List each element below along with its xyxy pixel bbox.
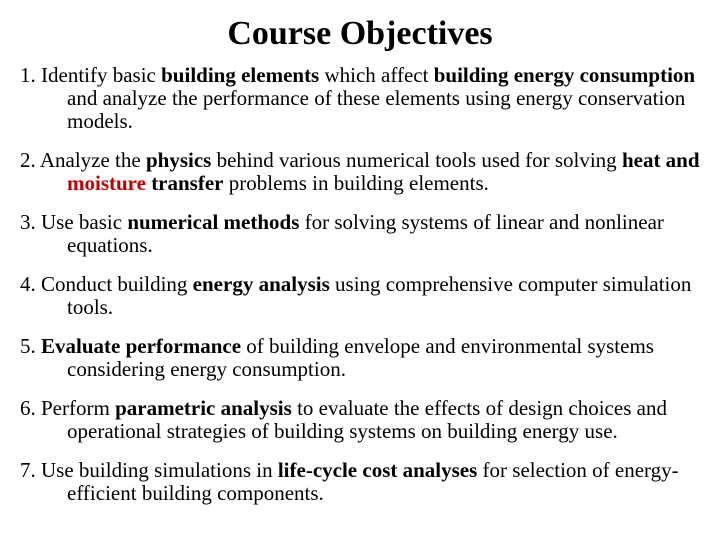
objective-keyword: parametric analysis [115, 396, 292, 420]
objective-text: of building envelope and environmental systems considering energy consumption. [67, 334, 654, 381]
objective-item [20, 459, 716, 505]
objective-keyword: life-cycle cost analyses [277, 458, 478, 482]
objective-text: and analyze the performance of these elements using energy conservation models. [67, 86, 686, 133]
objective-text: 2. Analyze the [20, 148, 146, 172]
objective-keyword: heat and [621, 148, 700, 172]
objective-keyword: Evaluate performance [41, 334, 242, 358]
objective-keyword: numerical methods [127, 210, 300, 234]
objective-item [20, 335, 716, 381]
objective-item [20, 211, 716, 257]
objectives-list [20, 64, 716, 521]
objective-text: to evaluate the effects of design choices and operational strategies of building systems on building energy use. [67, 396, 667, 443]
objective-text: for selection of energy-efficient building components. [67, 458, 679, 505]
objective-text: for solving systems of linear and nonlinear equations. [67, 210, 664, 257]
slide-title: Course Objectives [227, 15, 493, 52]
objective-text: problems in building elements. [223, 171, 489, 195]
objective-keyword: physics [145, 148, 212, 172]
objective-text: 3. Use basic [20, 210, 128, 234]
objective-keyword: energy analysis [192, 272, 330, 296]
objective-text: using comprehensive computer simulation tools. [67, 272, 692, 319]
objective-text: behind various numerical tools used for solving [211, 148, 622, 172]
objective-keyword: building energy consumption [433, 63, 696, 87]
objective-text: 6. Perform [20, 396, 116, 420]
objective-text: 5. [20, 334, 41, 358]
objective-keyword: transfer [145, 171, 224, 195]
objective-item [20, 149, 716, 195]
objective-item [20, 273, 716, 319]
objective-text: 7. Use building simulations in [20, 458, 278, 482]
objective-item [20, 397, 716, 443]
objective-text: 1. Identify basic [20, 63, 162, 87]
objective-item [20, 64, 716, 133]
objective-keyword: building elements [161, 63, 320, 87]
objective-highlight: moisture [67, 171, 146, 195]
objective-text: 4. Conduct building [20, 272, 193, 296]
objective-text: which affect [319, 63, 434, 87]
